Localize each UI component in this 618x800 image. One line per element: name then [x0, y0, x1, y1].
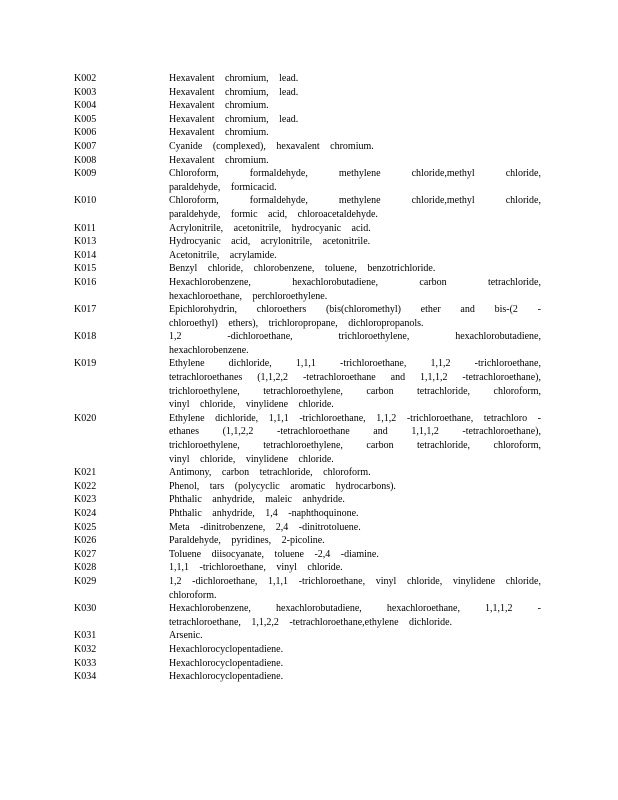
- waste-code: K007: [74, 140, 97, 152]
- constituent-line: Paraldehyde, pyridines, 2-picoline.: [169, 535, 325, 547]
- hazardous-constituents: [169, 629, 541, 643]
- table-row: [74, 167, 554, 194]
- hazardous-constituents: [169, 235, 541, 249]
- table-row: [74, 412, 554, 466]
- hazardous-constituents: [169, 412, 541, 466]
- constituent-line: Meta -dinitrobenzene, 2,4 -dinitrotoluene.: [169, 521, 361, 533]
- constituent-line: Toluene diisocyanate, toluene -2,4 -diamine.: [169, 548, 379, 560]
- hazardous-constituents: [169, 507, 541, 521]
- table-row: [74, 86, 554, 100]
- constituent-line: Antimony, carbon tetrachloride, chloroform.: [169, 467, 371, 479]
- constituent-line: Chloroform, formaldehyde, methylene chloride,methyl chloride,: [169, 168, 541, 180]
- constituent-line: Hexachlorocyclopentadiene.: [169, 671, 284, 683]
- waste-code: K002: [74, 73, 97, 84]
- waste-code: K006: [74, 127, 97, 139]
- constituent-line: tetrachloroethanes (1,1,2,2 -tetrachloroethane and 1,1,1,2 -tetrachloroethane),: [169, 372, 541, 384]
- constituent-line: 1,2 -dichloroethane, trichloroethylene, hexachlorobutadiene,: [169, 331, 541, 343]
- hazardous-constituents: [169, 657, 541, 671]
- constituent-line: Hexavalent chromium, lead.: [169, 113, 299, 125]
- hazardous-constituents: [169, 466, 541, 480]
- hazardous-constituents-table: [74, 72, 554, 684]
- constituent-line: vinyl chloride, vinylidene chloride.: [169, 453, 334, 465]
- waste-code: K009: [74, 168, 97, 180]
- waste-code: K005: [74, 113, 97, 125]
- constituent-line: Arsenic.: [169, 630, 203, 642]
- table-row: [74, 466, 554, 480]
- table-row: [74, 561, 554, 575]
- table-row: [74, 534, 554, 548]
- constituent-line: Acetonitrile, acrylamide.: [169, 249, 277, 261]
- constituent-line: hexachlorobenzene.: [169, 344, 249, 356]
- waste-code: K018: [74, 331, 97, 343]
- constituent-line: Hexavalent chromium.: [169, 100, 269, 112]
- waste-code: K030: [74, 603, 97, 615]
- constituent-line: hexachloroethane, perchloroethylene.: [169, 290, 328, 302]
- hazardous-constituents: [169, 548, 541, 562]
- hazardous-constituents: [169, 480, 541, 494]
- constituent-line: trichloroethylene, tetrachloroethylene, carbon tetrachloride, chloroform,: [169, 385, 541, 397]
- table-row: [74, 72, 554, 86]
- waste-code: K020: [74, 412, 97, 424]
- constituent-line: Hexavalent chromium.: [169, 154, 269, 166]
- table-row: [74, 140, 554, 154]
- constituent-line: tetrachloroethane, 1,1,2,2 -tetrachloroethane,ethylene dichloride.: [169, 616, 453, 628]
- hazardous-constituents: [169, 140, 541, 154]
- constituent-line: Cyanide (complexed), hexavalent chromium.: [169, 140, 374, 152]
- waste-code: K016: [74, 276, 97, 288]
- constituent-line: 1,2 -dichloroethane, 1,1,1 -trichloroethane, vinyl chloride, vinylidene chloride,: [169, 575, 541, 587]
- hazardous-constituents: [169, 521, 541, 535]
- waste-code: K033: [74, 657, 97, 669]
- table-row: [74, 602, 554, 629]
- table-row: [74, 330, 554, 357]
- table-row: [74, 249, 554, 263]
- constituent-line: chloroethyl) ethers), trichloropropane, dichloropropanols.: [169, 317, 424, 329]
- table-row: [74, 521, 554, 535]
- waste-code: K021: [74, 467, 97, 479]
- hazardous-constituents: [169, 86, 541, 100]
- waste-code: K011: [74, 222, 96, 234]
- hazardous-constituents: [169, 357, 541, 411]
- constituent-line: Hexachlorocyclopentadiene.: [169, 657, 284, 669]
- table-row: [74, 643, 554, 657]
- constituent-line: ethanes (1,1,2,2 -tetrachloroethane and 1,1,1,2 -tetrachloroethane),: [169, 426, 541, 438]
- waste-code: K024: [74, 508, 97, 519]
- constituent-line: Hexavalent chromium, lead.: [169, 86, 299, 98]
- waste-code: K019: [74, 358, 97, 370]
- constituent-line: Hexavalent chromium, lead.: [169, 73, 299, 84]
- constituent-line: Phthalic anhydride, maleic anhydride.: [169, 494, 345, 506]
- constituent-line: vinyl chloride, vinylidene chloride.: [169, 399, 334, 411]
- table-row: [74, 575, 554, 602]
- waste-code: K025: [74, 521, 97, 533]
- table-row: [74, 222, 554, 236]
- hazardous-constituents: [169, 276, 541, 303]
- waste-code: K017: [74, 304, 97, 316]
- hazardous-constituents: [169, 303, 541, 330]
- waste-code: K032: [74, 643, 97, 655]
- waste-code: K013: [74, 236, 97, 248]
- constituent-line: Acrylonitrile, acetonitrile, hydrocyanic acid.: [169, 222, 371, 234]
- waste-code: K014: [74, 249, 97, 261]
- constituent-line: trichloroethylene, tetrachloroethylene, carbon tetrachloride, chloroform,: [169, 440, 541, 452]
- table-row: [74, 629, 554, 643]
- hazardous-constituents: [169, 670, 541, 684]
- waste-code: K010: [74, 195, 97, 207]
- constituent-line: paraldehyde, formic acid, chloroacetaldehyde.: [169, 208, 378, 220]
- hazardous-constituents: [169, 72, 541, 86]
- constituent-line: Hexachlorobenzene, hexachlorobutadiene, hexachloroethane, 1,1,1,2 -: [169, 603, 541, 615]
- hazardous-constituents: [169, 222, 541, 236]
- hazardous-constituents: [169, 493, 541, 507]
- table-row: [74, 357, 554, 411]
- table-row: [74, 507, 554, 521]
- hazardous-constituents: [169, 126, 541, 140]
- hazardous-constituents: [169, 561, 541, 575]
- waste-code: K004: [74, 100, 97, 112]
- table-row: [74, 113, 554, 127]
- waste-code: K008: [74, 154, 97, 166]
- hazardous-constituents: [169, 330, 541, 357]
- waste-code: K003: [74, 86, 97, 98]
- hazardous-constituents: [169, 167, 541, 194]
- constituent-line: Hexachlorobenzene, hexachlorobutadiene, carbon tetrachloride,: [169, 276, 541, 288]
- hazardous-constituents: [169, 643, 541, 657]
- table-row: [74, 657, 554, 671]
- waste-code: K027: [74, 548, 97, 560]
- constituent-line: Hexavalent chromium.: [169, 127, 269, 139]
- table-row: [74, 154, 554, 168]
- hazardous-constituents: [169, 575, 541, 602]
- constituent-line: Ethylene dichloride, 1,1,1 -trichloroethane, 1,1,2 -trichloroethane, tetrachloro -: [169, 412, 541, 424]
- table-row: [74, 276, 554, 303]
- table-row: [74, 480, 554, 494]
- table-row: [74, 493, 554, 507]
- constituent-line: Ethylene dichloride, 1,1,1 -trichloroethane, 1,1,2 -trichloroethane,: [169, 358, 541, 370]
- constituent-line: Chloroform, formaldehyde, methylene chloride,methyl chloride,: [169, 195, 541, 207]
- hazardous-constituents: [169, 262, 541, 276]
- constituent-line: Phenol, tars (polycyclic aromatic hydrocarbons).: [169, 480, 396, 492]
- constituent-line: chloroform.: [169, 589, 217, 601]
- hazardous-constituents: [169, 534, 541, 548]
- waste-code: K023: [74, 494, 97, 506]
- waste-code: K022: [74, 480, 97, 492]
- constituent-line: Phthalic anhydride, 1,4 -naphthoquinone.: [169, 508, 359, 519]
- waste-code: K034: [74, 671, 97, 683]
- table-row: [74, 262, 554, 276]
- hazardous-constituents: [169, 194, 541, 221]
- hazardous-constituents: [169, 113, 541, 127]
- waste-code: K015: [74, 263, 97, 275]
- table-row: [74, 235, 554, 249]
- table-row: [74, 99, 554, 113]
- table-row: [74, 126, 554, 140]
- table-row: [74, 194, 554, 221]
- table-row: [74, 670, 554, 684]
- constituent-line: 1,1,1 -trichloroethane, vinyl chloride.: [169, 562, 343, 574]
- constituent-line: Epichlorohydrin, chloroethers (bis(chloromethyl) ether and bis-(2 -: [169, 304, 541, 316]
- hazardous-constituents: [169, 249, 541, 263]
- constituent-line: paraldehyde, formicacid.: [169, 181, 277, 193]
- hazardous-constituents: [169, 602, 541, 629]
- hazardous-constituents: [169, 154, 541, 168]
- constituent-line: Benzyl chloride, chlorobenzene, toluene, benzotrichloride.: [169, 263, 436, 275]
- waste-code: K028: [74, 562, 97, 574]
- table-row: [74, 548, 554, 562]
- table-row: [74, 303, 554, 330]
- hazardous-constituents: [169, 99, 541, 113]
- waste-code: K026: [74, 535, 97, 547]
- waste-code: K029: [74, 575, 97, 587]
- constituent-line: Hexachlorocyclopentadiene.: [169, 643, 284, 655]
- waste-code: K031: [74, 630, 97, 642]
- constituent-line: Hydrocyanic acid, acrylonitrile, acetonitrile.: [169, 236, 371, 248]
